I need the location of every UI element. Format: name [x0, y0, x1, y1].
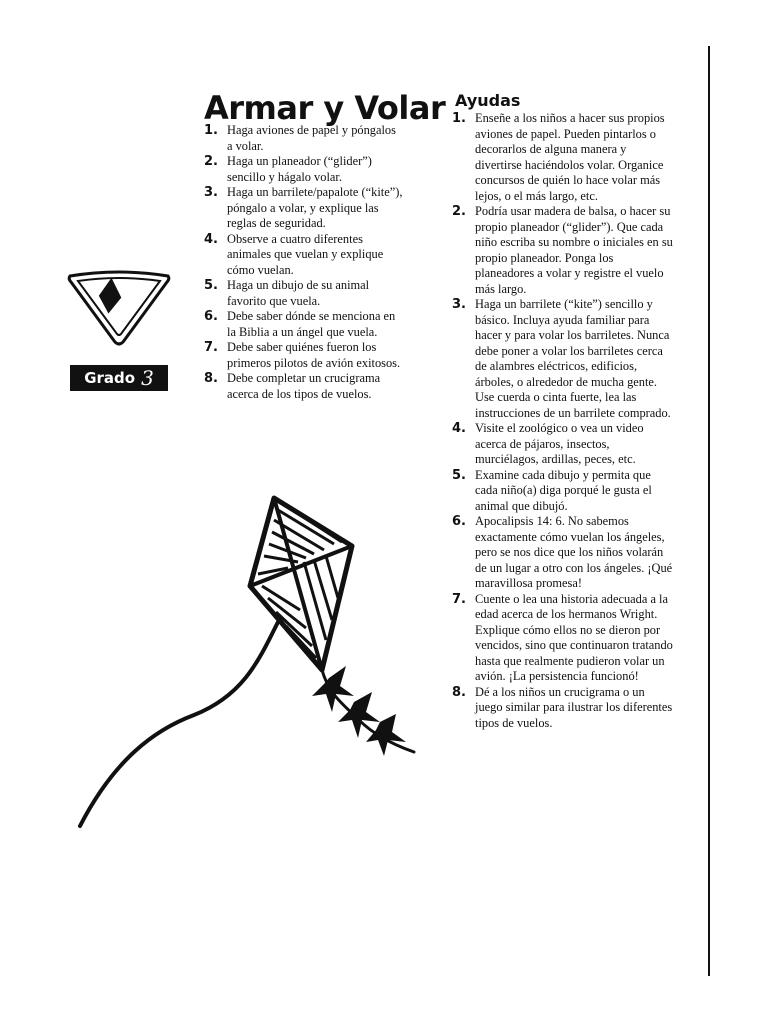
list-item	[204, 309, 404, 340]
list-item	[452, 297, 674, 421]
item-text: Visite el zoológico o vea un video acerca de pájaros, insectos, murciélagos, ardillas, peces, etc.	[475, 421, 644, 466]
item-number: 8.	[204, 371, 218, 386]
item-number: 4.	[204, 231, 218, 247]
list-item	[452, 111, 674, 204]
ayudas-heading: Ayudas	[455, 91, 521, 110]
item-number: 1.	[452, 111, 466, 126]
item-number: 6.	[204, 309, 218, 324]
list-item	[452, 204, 674, 297]
right-margin-rule	[708, 46, 710, 976]
item-number: 7.	[452, 591, 466, 607]
list-item	[452, 468, 674, 515]
item-number: 5.	[204, 278, 218, 293]
ayudas-list	[452, 111, 674, 731]
item-text: Observe a cuatro diferentes animales que vuelan y explique cómo vuelan.	[227, 231, 384, 277]
item-number: 8.	[452, 684, 466, 700]
item-text: Enseñe a los niños a hacer sus propios aviones de papel. Pueden pintarlos o decorarlos de alguna manera y divertirse haciéndolos volar. Organice concursos de quién lo hace volar más lejos, o el más largo, etc.	[475, 111, 665, 203]
item-text: Debe saber dónde se menciona en la Biblia a un ángel que vuela.	[227, 309, 396, 339]
item-text: Dé a los niños un crucigrama o un juego similar para ilustrar los diferentes tipos de vuelos.	[475, 684, 673, 730]
grade-badge	[70, 365, 168, 391]
item-text: Haga un barrilete (“kite”) sencillo y básico. Incluya ayuda familiar para hacer y para volar los barriletes. Nunca debe poner a volar los barriletes cerca de alambres eléctricos, edificios, árboles, o alrededor de mucha gente. Use cuerda o cinta fuerte, lea las instrucciones de un barrilete comprado.	[475, 297, 671, 420]
list-item	[452, 421, 674, 468]
item-number: 2.	[204, 154, 218, 169]
item-text: Podría usar madera de balsa, o hacer su propio planeador (“glider”). Que cada niño escriba su nombre o iniciales en su propio planeador. Ponga los planeadores a volar y registre el vuelo más largo.	[475, 204, 673, 296]
list-item	[452, 514, 674, 592]
item-number: 5.	[452, 467, 466, 483]
item-number: 2.	[452, 204, 466, 219]
item-number: 6.	[452, 514, 466, 529]
item-text: Haga aviones de papel y póngalos a volar.	[227, 123, 396, 153]
item-text: Debe completar un crucigrama acerca de los tipos de vuelos.	[227, 371, 381, 401]
item-text: Apocalipsis 14: 6. No sabemos exactamente cómo vuelan los ángeles, pero se nos dice que los niños volarán de un lugar a otro con los ángeles. ¡Qué maravillosa promesa!	[475, 514, 673, 590]
grade-label: Grado	[84, 369, 136, 387]
list-item	[204, 340, 404, 371]
list-item	[204, 278, 404, 309]
item-text: Haga un planeador (“glider”) sencillo y hágalo volar.	[227, 154, 372, 184]
grade-number: 3	[141, 366, 154, 390]
item-number: 3.	[204, 185, 218, 200]
item-text: Cuente o lea una historia adecuada a la edad acerca de los hermanos Wright. Explique cómo ellos no se dieron por vencidos, sino que continuaron tratando hasta que realmente pudieron volar un avión. ¡La persistencia funcionó!	[475, 591, 673, 683]
item-number: 3.	[452, 297, 466, 312]
list-item	[452, 685, 674, 732]
item-number: 4.	[452, 421, 466, 436]
list-item	[204, 154, 404, 185]
list-item	[452, 592, 674, 685]
list-item	[204, 371, 404, 402]
list-item	[204, 123, 404, 154]
item-text: Haga un dibujo de su animal favorito que vuela.	[227, 278, 370, 308]
item-text: Haga un barrilete/papalote (“kite”), póngalo a volar, y explique las reglas de seguridad.	[227, 185, 403, 230]
item-text: Debe saber quiénes fueron los primeros pilotos de avión exitosos.	[227, 340, 401, 370]
kite-illustration	[74, 490, 424, 830]
requirements-list	[204, 123, 404, 402]
list-item	[204, 232, 404, 279]
item-number: 7.	[204, 340, 218, 355]
list-item	[204, 185, 404, 232]
item-text: Examine cada dibujo y permita que cada niño(a) diga porqué le gusta el animal que dibujó.	[475, 467, 652, 513]
kite-triangle-emblem-icon	[66, 270, 172, 346]
page-title: Armar y Volar	[204, 89, 446, 127]
item-number: 1.	[204, 123, 218, 138]
